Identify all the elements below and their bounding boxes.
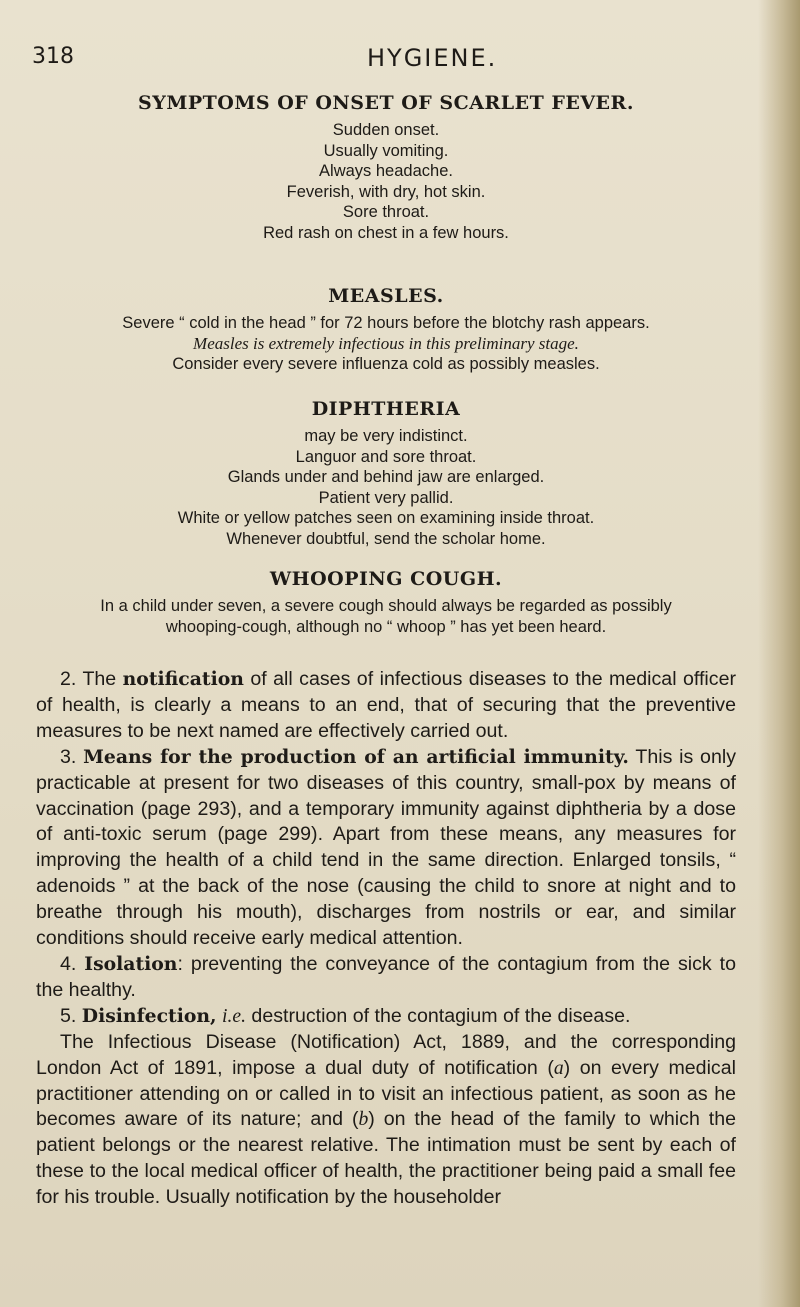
symptom-line: Sore throat. xyxy=(342,203,430,221)
measles-line: Severe “ cold in the head ” for 72 hours before the blotchy rash appears. xyxy=(122,314,650,332)
symptom-line: Whenever doubtful, send the scholar home. xyxy=(226,529,546,548)
paragraph-bold-term: Disinfection, xyxy=(81,1004,217,1027)
paragraph-text: ) on every medical practitioner attending on or called in to visit an infectious patient, as soon as he becomes aware of its nature; and ( xyxy=(36,1056,736,1131)
measles-italic-line: Measles is extremely infectious in this preliminary stage. xyxy=(193,333,579,353)
paragraph-notification xyxy=(36,667,736,745)
page-number: 318 xyxy=(32,44,74,69)
paragraph-text: ) on the head of the family to which the patient belongs or the nearest relative. The intimation must be sent by each of these to the local medical officer of health, the practitioner being paid a small fee for his trouble. Usually notification by the householder xyxy=(36,1108,736,1209)
symptom-line: Red rash on chest in a few hours. xyxy=(263,223,509,242)
paragraph-immunity xyxy=(36,745,736,952)
symptom-list xyxy=(36,426,736,549)
paragraph-act xyxy=(36,1030,736,1211)
body-text xyxy=(36,667,736,1211)
paragraph-bold-term: Means for the production of an artificial immunity. xyxy=(83,745,629,768)
paragraph-text: This is only practicable at present for two diseases of this country, small-pox by means of vaccination (page 293), and a temporary immunity against diphtheria by a dose of anti-toxic serum (page 299). Apart from these means, any measures for improving the health of a child tend in the same direction. Enlarged tonsils, “ adenoids ” at the back of the nose (causing the child to snore at night and to breathe through his mouth), discharges from nostrils or ear, and similar conditions should receive early medical attention. xyxy=(36,745,736,950)
measles-line: Consider every severe influenza cold as possibly measles. xyxy=(172,355,600,373)
paragraph-number: 5. xyxy=(60,1004,77,1027)
paragraph-italic-term: i.e. xyxy=(222,1005,246,1027)
page-edge-shadow xyxy=(758,0,800,1307)
measles-section xyxy=(36,285,736,375)
paragraph-text: : preventing the conveyance of the contagium from the sick to the healthy. xyxy=(36,952,736,1001)
symptom-line: Sudden onset. xyxy=(332,121,440,139)
section-title: SYMPTOMS OF ONSET OF SCARLET FEVER. xyxy=(138,92,634,114)
symptom-line: Usually vomiting. xyxy=(323,141,449,160)
diphtheria-section xyxy=(36,398,736,549)
symptom-line: White or yellow patches seen on examining inside throat. xyxy=(177,509,595,527)
paragraph-text: The xyxy=(82,668,117,690)
paragraph-bold-term: notification xyxy=(122,668,244,690)
paragraph-italic-letter: a xyxy=(553,1057,564,1079)
symptom-line: Patient very pallid. xyxy=(318,488,454,507)
whooping-cough-section xyxy=(36,568,736,637)
paragraph-number: 2. xyxy=(60,668,77,690)
measles-lines xyxy=(36,313,736,375)
paragraph-number: 4. xyxy=(60,952,77,975)
paragraph-number: 3. xyxy=(60,745,77,768)
whooping-line: whooping-cough, although no “ whoop ” has yet been heard. xyxy=(165,617,607,636)
whooping-line: In a child under seven, a severe cough should always be regarded as possibly xyxy=(100,597,672,615)
running-head: HYGIENE. xyxy=(367,44,498,72)
section-title: DIPHTHERIA xyxy=(311,398,461,420)
symptom-line: Feverish, with dry, hot skin. xyxy=(286,182,486,201)
section-title: WHOOPING COUGH. xyxy=(269,568,503,590)
symptom-line: Always headache. xyxy=(319,162,453,180)
paragraph-text: The Infectious Disease (Notification) Act, 1889, and the corresponding London Act of 1891, impose a dual duty of notification ( xyxy=(36,1030,736,1079)
paragraph-isolation xyxy=(36,952,736,1004)
whooping-cough-lines xyxy=(36,596,736,637)
paragraph-text: destruction of the contagium of the disease. xyxy=(251,1004,631,1027)
symptom-line: may be very indistinct. xyxy=(304,427,468,445)
section-title: MEASLES. xyxy=(328,285,444,307)
symptom-line: Languor and sore throat. xyxy=(295,447,477,466)
paragraph-text: of all cases of infectious diseases to the medical officer of health, is clearly a means to an end, that of securing that the preventive measures to be next named are effectively carried out. xyxy=(36,668,737,742)
paragraph-bold-term: Isolation xyxy=(84,952,178,975)
paragraph-disinfection xyxy=(36,1004,736,1030)
page-header xyxy=(32,44,732,84)
paragraph-italic-letter: b xyxy=(358,1109,369,1131)
symptom-list xyxy=(36,120,736,243)
symptom-line: Glands under and behind jaw are enlarged. xyxy=(227,468,545,486)
scarlet-fever-section xyxy=(36,92,736,243)
